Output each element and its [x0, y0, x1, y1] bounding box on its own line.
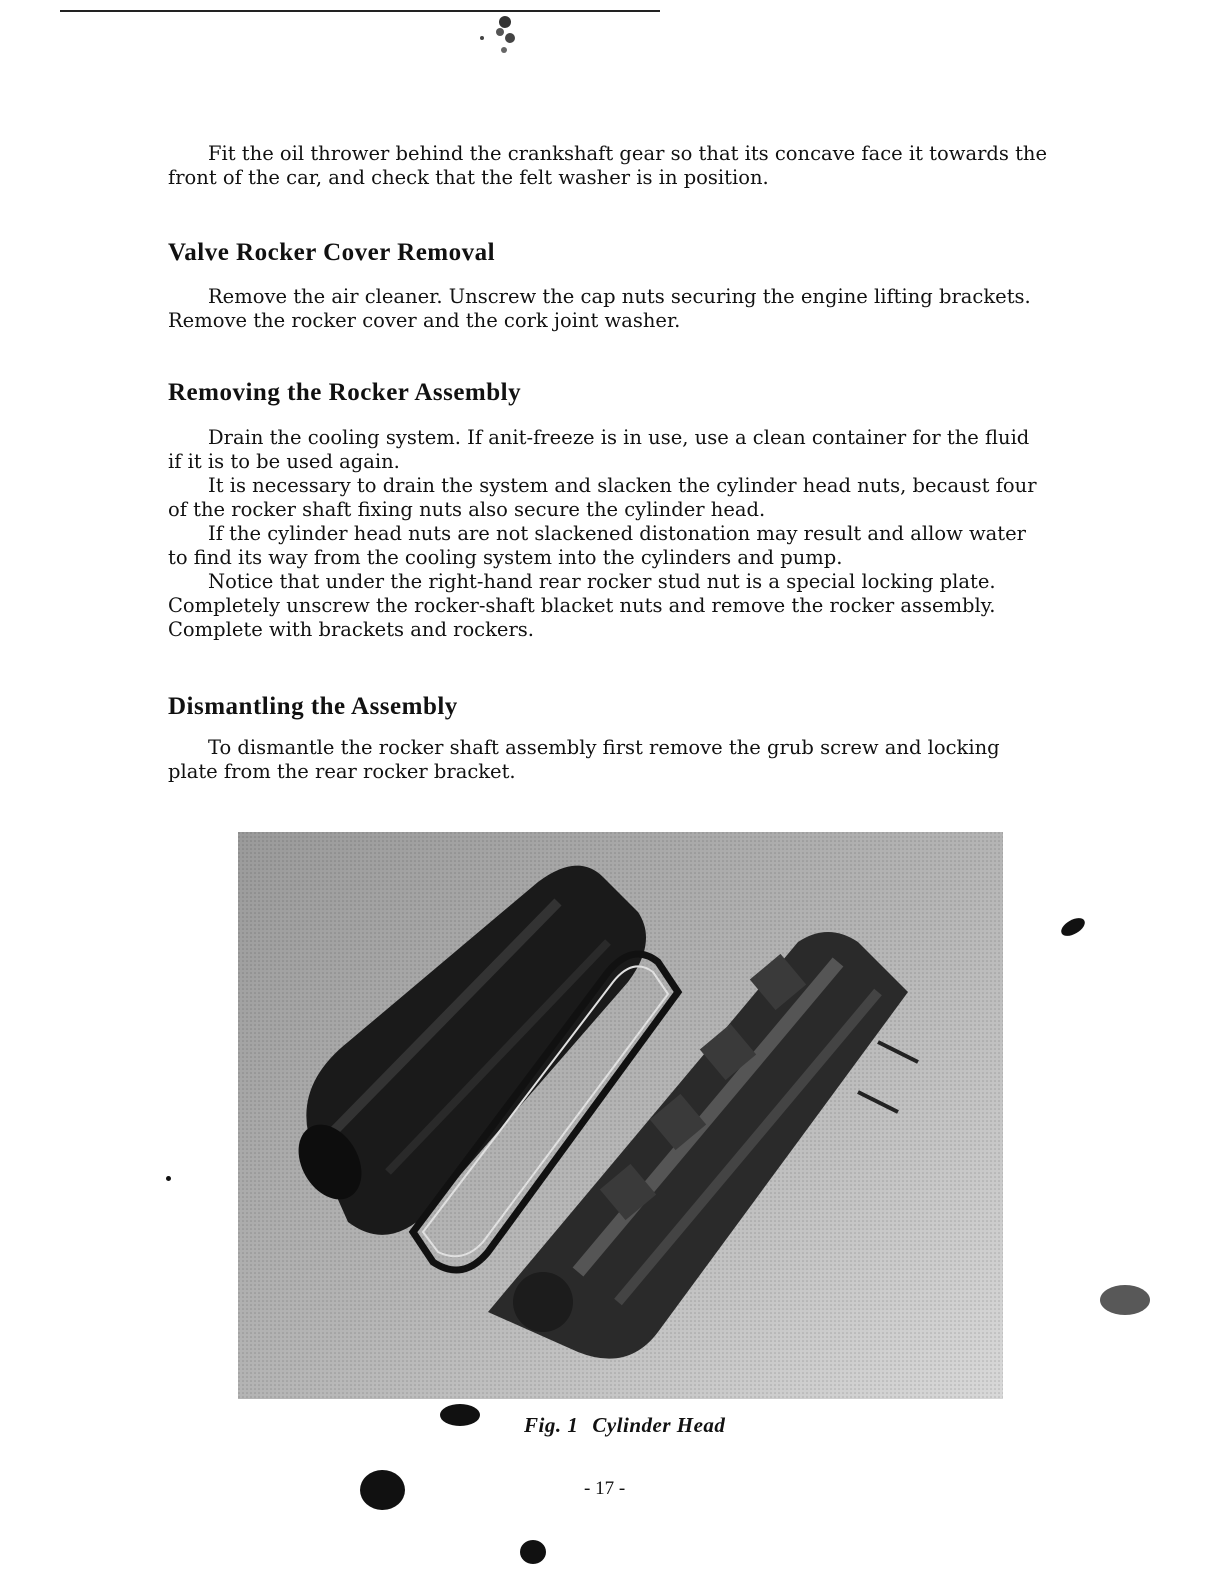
section-removing-rocker-body [168, 426, 1048, 642]
page-number: - 17 - [584, 1478, 626, 1499]
scan-speck [520, 1540, 546, 1564]
scan-speck [1100, 1285, 1150, 1315]
paragraph: If the cylinder head nuts are not slackened distonation may result and allow water to find its way from the cooling system into the cylinders and pump. [168, 522, 1026, 569]
top-rule [60, 10, 660, 12]
section-valve-rocker-cover-body [168, 285, 1048, 333]
cylinder-head-photo [238, 832, 1003, 1399]
scan-smudge-icon [470, 8, 540, 60]
intro-text [168, 142, 1048, 190]
paragraph: It is necessary to drain the system and slacken the cylinder head nuts, becaust four of the rocker shaft fixing nuts also secure the cylinder head. [168, 474, 1037, 521]
figure-title: Cylinder Head [592, 1413, 726, 1437]
heading-removing-rocker-assembly: Removing the Rocker Assembly [168, 379, 522, 406]
paragraph: Remove the air cleaner. Unscrew the cap nuts securing the engine lifting brackets. Remove the rocker cover and the cork joint washer. [168, 285, 1031, 332]
paragraph: Drain the cooling system. If anit-freeze is in use, use a clean container for the fluid if it is to be used again. [168, 426, 1030, 473]
paragraph: To dismantle the rocker shaft assembly first remove the grub screw and locking plate from the rear rocker bracket. [168, 736, 1000, 783]
scan-speck [166, 1176, 171, 1181]
figure-caption [524, 1413, 739, 1438]
scan-speck [360, 1470, 405, 1510]
heading-dismantling-assembly: Dismantling the Assembly [168, 693, 458, 720]
scan-speck [440, 1404, 480, 1426]
intro-paragraph: Fit the oil thrower behind the crankshaft gear so that its concave face it towards the front of the car, and check that the felt washer is in position. [168, 142, 1048, 189]
section-dismantling-body [168, 736, 1048, 784]
scan-speck [1058, 914, 1088, 939]
cylinder-head-illustration [238, 832, 1003, 1399]
paragraph: Notice that under the right-hand rear rocker stud nut is a special locking plate. Completely unscrew the rocker-shaft blacket nuts and remove the rocker assembly. Complete with brackets and rockers. [168, 570, 996, 641]
figure-number: Fig. 1 [524, 1413, 579, 1437]
heading-valve-rocker-cover-removal: Valve Rocker Cover Removal [168, 239, 496, 266]
